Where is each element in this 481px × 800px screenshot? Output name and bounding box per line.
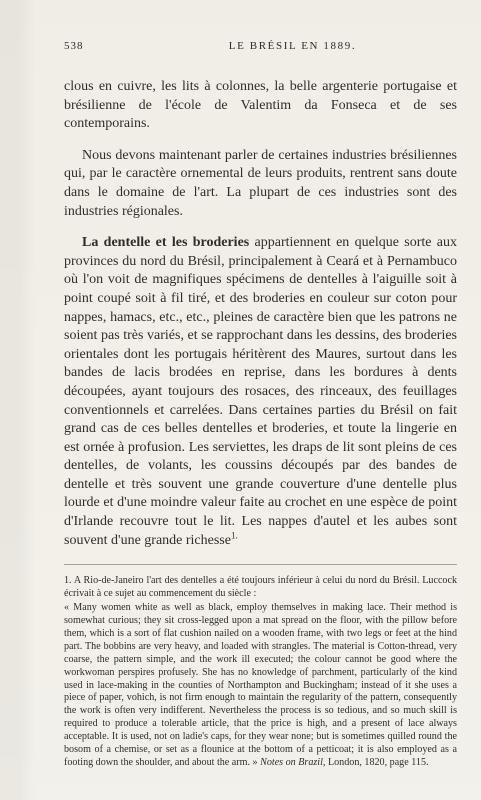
footnote-reference: 1.	[230, 530, 238, 540]
notes-tail: , London, 1820, page 115.	[322, 756, 429, 768]
paragraph-3-body: appartiennent en quelque sorte aux provinces du nord du Brésil, principalement à Ceará et à Pernambuco où l'on voit de magnifiques spécimens de dentelles à l'aiguille soit à point coupé soit à fil tiré, et des broderies en couleur sur coton pour nappes, hamacs, etc., etc., pleines de caractère bien que les patrons ne soient pas très variés, et se rapprochant dans les dessins, des broderies orientales dont les portugais héritèrent des Maures, surtout dans les bandes de lacis brodées en reprise, dans les bordures à dents découpées, ayant toujours des rosaces, des rinceaux, des feuillages conventionnels et carrelées. Dans certaines parties du Brésil on fait grand cas de ces belles dentelles et broderies, et toute la lingerie en est ornée à profusion. Les serviettes, les draps de lit sont pleins de ces dentelles, de volants, les coussins découpés par des bandes de dentelle et très souvent une grande couverture d'une dentelle plus lourde et d'une moindre valeur faite au crochet en une espèce de point d'Irlande recouvre tout le lit. Les nappes d'autel et les aubes sont souvent d'une grande richesse	[64, 235, 457, 548]
footnote-rule	[64, 564, 457, 565]
page-number: 538	[64, 40, 84, 52]
footnote-quote	[64, 602, 457, 770]
footnote-1	[64, 575, 457, 601]
page-header	[64, 40, 457, 58]
footnote-1-text: A Rio-de-Janeiro l'art des dentelles a été toujours inférieur à celui du nord du Brésil. Luccock écrivait à ce sujet au commencement du siècle :	[64, 575, 457, 600]
footnote-quote-text: « Many women white as well as black, employ themselves in making lace. Their method is somewhat curious; they sit cross-legged upon a mat spread on the floor, with the pillow before them, which is a sort of flat cushion nailed on a wooden frame, with two legs or feet at the hind part. The bobbins are very heavy, and loaded with strangles. The material is Cotton-thread, very coarse, the pattern simple, and the work ill executed; the colour cannot be good where the workwoman perspires profusely. She has no knowledge of parchment, particularly of the kind used in lace-making in the counties of Northampton and Buckingham; instead of it she uses a piece of paper, vohich, is not firm enough to maintain the regularity of the pattern, consequently the work is often very indifferent. Nevertheless the process is so tedious, and so much skill is required to produce a tolerable article, that the price is high, and a present of lace always acceptable. It is used, not on ladie's caps, for they wear none; but is sometimes quilled round the bosom of a chemise, or set as a flounice at the bottom of a petticoat; it is also employed as a footing down the shoulder, and about the arm. »	[64, 602, 457, 768]
notes-title: Notes on Brazil	[260, 756, 323, 768]
running-head: LE BRÉSIL EN 1889.	[228, 40, 357, 52]
main-text	[64, 78, 457, 550]
paragraph-3	[64, 234, 457, 550]
paragraph-2: Nous devons maintenant parler de certaines industries brésiliennes qui, par le caractère ornemental de leurs produits, rentrent sans doute dans le domaine de l'art. La plupart de ces industries sont des industries régionales.	[64, 147, 457, 219]
paragraph-1: clous en cuivre, les lits à colonnes, la belle argenterie portugaise et brésilienne de l'école de Valentim da Fonseca et de ses contemporains.	[64, 79, 457, 132]
footnote-number: 1.	[64, 575, 72, 587]
paragraph-3-lead: La dentelle et les broderies	[82, 235, 250, 251]
